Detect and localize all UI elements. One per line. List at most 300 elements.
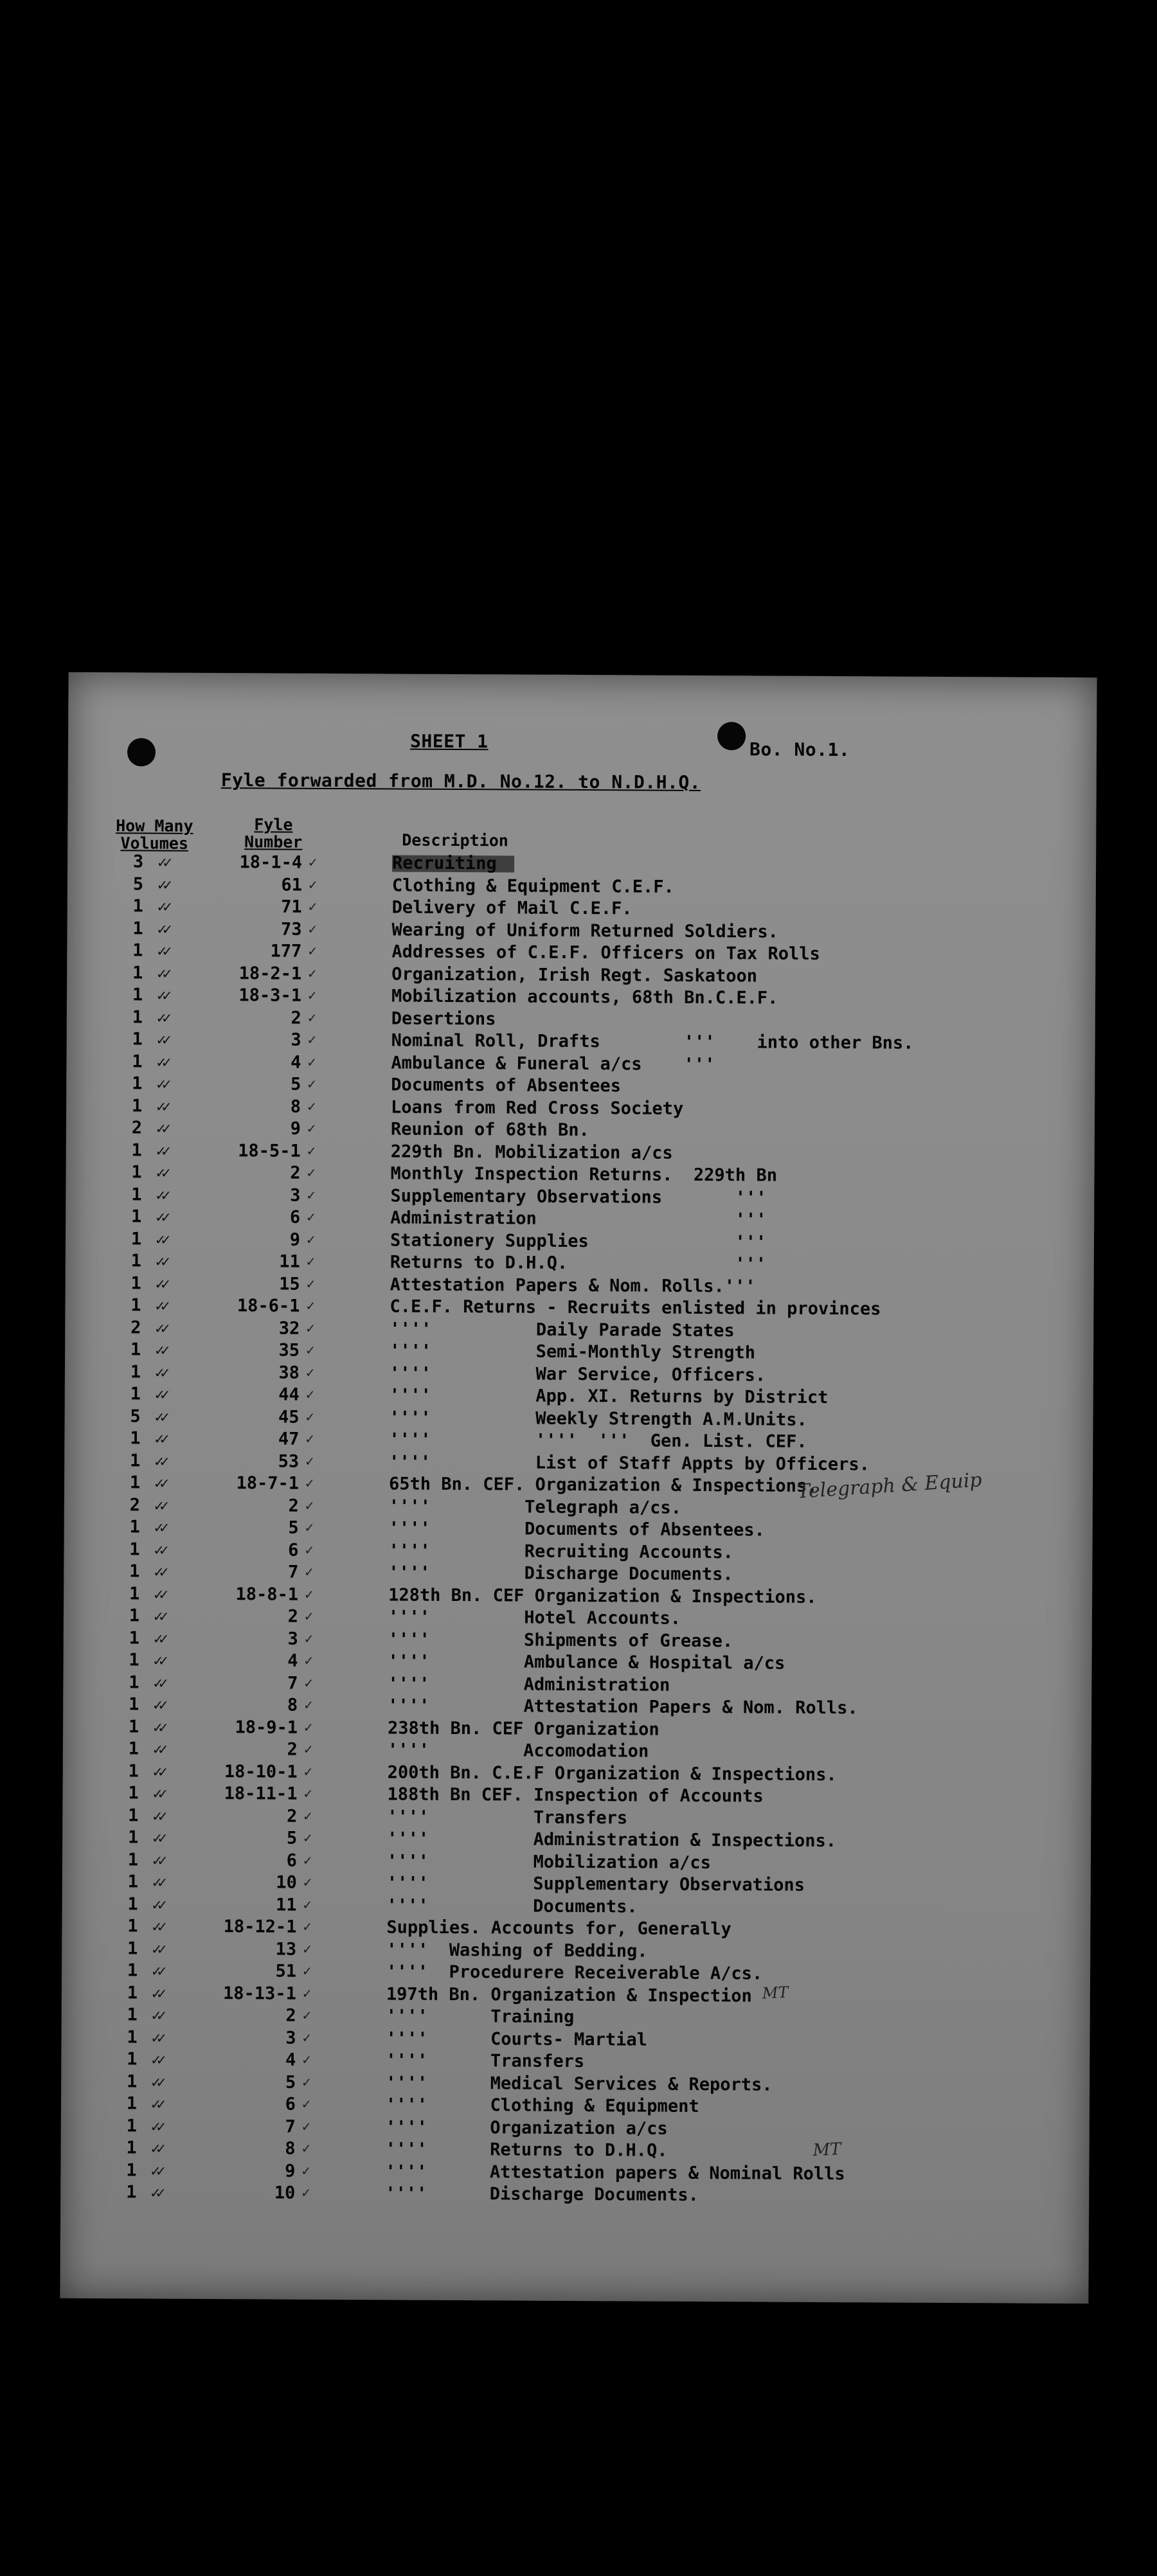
check-mark-icon: ✓✓ xyxy=(154,1452,166,1471)
volume-count: 1 xyxy=(130,1361,141,1382)
check-mark-icon: ✓✓ xyxy=(156,1008,168,1027)
check-mark-icon: ✓✓ xyxy=(154,1429,166,1448)
file-number: 13 xyxy=(275,1939,297,1960)
volume-count: 1 xyxy=(128,1739,139,1759)
tick-mark-icon: ✓ xyxy=(302,1985,312,2002)
check-mark-icon: ✓✓ xyxy=(150,2095,162,2113)
check-mark-icon: ✓✓ xyxy=(155,1275,166,1293)
file-description: '''' Documents of Absentees. xyxy=(388,1518,765,1541)
file-description: '''' Supplementary Observations xyxy=(386,1873,805,1895)
volume-count: 1 xyxy=(127,1827,139,1848)
volume-count: 1 xyxy=(130,1273,141,1293)
file-number: 11 xyxy=(279,1251,300,1272)
check-mark-icon: ✓✓ xyxy=(154,1363,166,1382)
check-mark-icon: ✓✓ xyxy=(155,1319,166,1337)
file-description: '''' '''' ''' Gen. List. CEF. xyxy=(389,1429,807,1452)
check-mark-icon: ✓✓ xyxy=(152,1940,163,1958)
file-number: 2 xyxy=(290,1163,301,1183)
volume-count: 1 xyxy=(127,2049,138,2070)
file-number: 44 xyxy=(278,1384,300,1405)
volume-count: 1 xyxy=(129,1539,140,1559)
file-description: '''' Discharge Documents. xyxy=(388,1562,733,1585)
file-description: Desertions xyxy=(391,1008,496,1029)
file-description: '''' Attestation papers & Nominal Rolls xyxy=(385,2161,845,2184)
file-number: 18-1-4 xyxy=(239,852,303,873)
file-number: 2 xyxy=(291,1008,301,1028)
check-mark-icon: ✓✓ xyxy=(151,1962,163,1980)
handwritten-note: MT xyxy=(812,2140,842,2161)
punch-hole xyxy=(717,722,746,750)
tick-mark-icon: ✓ xyxy=(308,965,317,982)
file-description: '''' Medical Services & Reports. xyxy=(386,2072,773,2095)
volume-count: 1 xyxy=(128,1716,139,1737)
file-description: Supplies. Accounts for, Generally xyxy=(386,1917,731,1940)
tick-mark-icon: ✓ xyxy=(304,1675,313,1692)
check-mark-icon: ✓✓ xyxy=(154,1541,165,1559)
volume-count: 1 xyxy=(130,1228,142,1249)
file-description: '''' Administration & Inspections. xyxy=(387,1829,837,1852)
tick-mark-icon: ✓ xyxy=(305,1586,314,1603)
volume-count: 1 xyxy=(127,1872,138,1892)
file-description: '''' Daily Parade States xyxy=(390,1318,735,1341)
check-mark-icon: ✓✓ xyxy=(157,942,168,960)
file-number: 38 xyxy=(278,1363,300,1383)
check-mark-icon: ✓✓ xyxy=(156,1030,168,1049)
tick-mark-icon: ✓ xyxy=(305,1364,315,1381)
check-mark-icon: ✓✓ xyxy=(157,920,168,938)
file-number: 18-6-1 xyxy=(237,1296,300,1316)
volume-count: 1 xyxy=(127,1938,138,1958)
volume-count: 1 xyxy=(127,1916,138,1936)
check-mark-icon: ✓✓ xyxy=(152,1762,164,1781)
punch-hole xyxy=(127,738,156,766)
volume-count: 1 xyxy=(132,918,143,938)
tick-mark-icon: ✓ xyxy=(304,1652,313,1669)
tick-mark-icon: ✓ xyxy=(305,1386,315,1403)
handwritten-note: Telegraph & Equip xyxy=(796,1469,983,1503)
file-number: 5 xyxy=(290,1074,301,1095)
check-mark-icon: ✓✓ xyxy=(153,1695,165,1714)
file-description: '''' Telegraph a/cs. xyxy=(388,1496,682,1518)
check-mark-icon: ✓✓ xyxy=(151,1984,163,2003)
file-number: 35 xyxy=(278,1340,300,1361)
volume-count: 1 xyxy=(128,1805,139,1825)
file-number: 10 xyxy=(276,1872,297,1893)
file-number: 4 xyxy=(291,1052,301,1073)
file-number: 5 xyxy=(288,1517,299,1538)
check-mark-icon: ✓✓ xyxy=(152,1851,163,1870)
file-number: 53 xyxy=(278,1451,300,1472)
volume-count: 1 xyxy=(127,1960,138,1981)
file-description: 238th Bn. CEF Organization xyxy=(387,1717,659,1740)
volume-count: 1 xyxy=(130,1206,142,1227)
file-description: '''' Mobilization a/cs xyxy=(386,1850,711,1873)
tick-mark-icon: ✓ xyxy=(308,943,317,960)
volume-count: 1 xyxy=(129,1517,140,1537)
file-number: 9 xyxy=(290,1118,301,1139)
tick-mark-icon: ✓ xyxy=(301,2185,310,2201)
file-number: 10 xyxy=(274,2183,296,2203)
volume-count: 1 xyxy=(129,1694,139,1715)
file-description: '''' Shipments of Grease. xyxy=(388,1629,733,1651)
file-description: '''' App. XI. Returns by District xyxy=(389,1385,829,1408)
tick-mark-icon: ✓ xyxy=(307,1120,316,1137)
file-description: Supplementary Observations ''' xyxy=(390,1185,767,1208)
check-mark-icon: ✓✓ xyxy=(153,1651,165,1670)
volume-count: 1 xyxy=(126,2138,137,2158)
tick-mark-icon: ✓ xyxy=(303,1785,312,1802)
file-description: 188th Bn CEF. Inspection of Accounts xyxy=(387,1784,764,1807)
file-description: '''' War Service, Officers. xyxy=(389,1363,766,1386)
check-mark-icon: ✓✓ xyxy=(152,1917,163,1936)
tick-mark-icon: ✓ xyxy=(302,2074,311,2091)
file-number: 3 xyxy=(290,1185,301,1206)
file-number: 47 xyxy=(278,1429,300,1449)
tick-mark-icon: ✓ xyxy=(307,1098,316,1115)
file-number: 5 xyxy=(286,1828,298,1848)
file-number: 45 xyxy=(278,1407,300,1427)
check-mark-icon: ✓✓ xyxy=(156,986,168,1005)
check-mark-icon: ✓✓ xyxy=(154,1518,165,1537)
check-mark-icon: ✓✓ xyxy=(151,2006,163,2025)
tick-mark-icon: ✓ xyxy=(301,2163,310,2179)
check-mark-icon: ✓✓ xyxy=(156,1186,167,1204)
volume-count: 1 xyxy=(127,1893,138,1914)
tick-mark-icon: ✓ xyxy=(305,1564,314,1580)
check-mark-icon: ✓✓ xyxy=(156,1208,167,1226)
volume-count: 1 xyxy=(129,1450,141,1471)
file-number: 2 xyxy=(285,2005,296,2026)
tick-mark-icon: ✓ xyxy=(303,1897,312,1913)
check-mark-icon: ✓✓ xyxy=(152,1829,164,1847)
file-description: Attestation Papers & Nom. Rolls.''' xyxy=(390,1274,756,1296)
file-number: 8 xyxy=(287,1695,298,1715)
tick-mark-icon: ✓ xyxy=(307,1209,316,1226)
volume-count: 1 xyxy=(132,940,143,961)
volume-count: 1 xyxy=(129,1650,139,1670)
tick-mark-icon: ✓ xyxy=(301,2096,311,2113)
tick-mark-icon: ✓ xyxy=(301,2118,311,2135)
volume-count: 2 xyxy=(131,1118,143,1138)
volume-count: 1 xyxy=(129,1627,139,1648)
volume-count: 1 xyxy=(130,1384,141,1404)
file-description: Ambulance & Funeral a/cs ''' xyxy=(391,1052,715,1075)
check-mark-icon: ✓✓ xyxy=(152,1718,165,1737)
tick-mark-icon: ✓ xyxy=(302,2052,311,2068)
file-description: Wearing of Uniform Returned Soldiers. xyxy=(391,919,779,942)
tick-mark-icon: ✓ xyxy=(303,1808,312,1825)
file-description: Delivery of Mail C.E.F. xyxy=(391,897,632,919)
volume-count: 1 xyxy=(129,1583,140,1604)
tick-mark-icon: ✓ xyxy=(303,1852,312,1869)
tick-mark-icon: ✓ xyxy=(303,1830,312,1847)
tick-mark-icon: ✓ xyxy=(305,1431,314,1447)
file-number: 2 xyxy=(287,1606,299,1627)
tick-mark-icon: ✓ xyxy=(305,1475,314,1492)
volume-count: 2 xyxy=(130,1317,141,1337)
check-mark-icon: ✓✓ xyxy=(150,2161,162,2180)
handwritten-note: MT xyxy=(762,1983,789,2003)
volume-count: 1 xyxy=(126,2115,138,2136)
file-description: 229th Bn. Mobilization a/cs xyxy=(390,1141,673,1163)
tick-mark-icon: ✓ xyxy=(307,1076,316,1093)
file-description: Mobilization accounts, 68th Bn.C.E.F. xyxy=(391,986,778,1008)
file-number: 7 xyxy=(287,1562,299,1582)
volume-count: 1 xyxy=(131,1140,142,1160)
file-description: Monthly Inspection Returns. 229th Bn xyxy=(390,1163,778,1186)
file-description: '''' List of Staff Appts by Officers. xyxy=(389,1451,870,1474)
tick-mark-icon: ✓ xyxy=(305,1409,314,1426)
check-mark-icon: ✓✓ xyxy=(154,1474,166,1492)
file-description: '''' Semi-Monthly Strength xyxy=(390,1341,756,1363)
volume-count: 1 xyxy=(131,1162,142,1183)
volume-count: 5 xyxy=(132,873,144,894)
tick-mark-icon: ✓ xyxy=(303,1919,312,1935)
file-description: '''' Organization a/cs xyxy=(385,2116,668,2139)
check-mark-icon: ✓✓ xyxy=(156,1097,168,1116)
check-mark-icon: ✓✓ xyxy=(154,1385,166,1404)
file-number: 11 xyxy=(276,1895,297,1915)
volume-count: 1 xyxy=(130,1295,141,1316)
file-description: 65th Bn. CEF. Organization & Inspections. xyxy=(388,1474,818,1496)
file-number: 15 xyxy=(279,1274,300,1294)
check-mark-icon: ✓✓ xyxy=(150,2117,162,2136)
file-number: 6 xyxy=(289,1207,301,1228)
file-number: 6 xyxy=(288,1540,299,1561)
tick-mark-icon: ✓ xyxy=(308,899,318,915)
check-mark-icon: ✓✓ xyxy=(154,1496,165,1515)
file-description: Loans from Red Cross Society xyxy=(391,1096,684,1119)
file-description: '''' Training xyxy=(386,2006,575,2027)
volume-count: 1 xyxy=(126,2071,138,2091)
check-mark-icon: ✓✓ xyxy=(155,1230,166,1249)
volume-count: 5 xyxy=(130,1406,141,1426)
tick-mark-icon: ✓ xyxy=(302,2030,311,2046)
volume-count: 1 xyxy=(132,896,143,917)
tick-mark-icon: ✓ xyxy=(306,1298,315,1314)
volume-count: 1 xyxy=(129,1472,141,1493)
file-number: 71 xyxy=(281,897,302,917)
tick-mark-icon: ✓ xyxy=(305,1519,314,1536)
column-header-description: Description xyxy=(402,830,508,850)
file-description: '''' Hotel Accounts. xyxy=(388,1607,681,1629)
tick-mark-icon: ✓ xyxy=(302,2007,312,2024)
tick-mark-icon: ✓ xyxy=(307,1054,316,1071)
volume-count: 1 xyxy=(132,962,143,983)
check-mark-icon: ✓✓ xyxy=(152,1895,163,1914)
tick-mark-icon: ✓ xyxy=(303,1874,312,1891)
volume-count: 1 xyxy=(132,985,143,1005)
file-description: Nominal Roll, Drafts ''' into other Bns. xyxy=(391,1030,914,1053)
volume-count: 1 xyxy=(127,2005,138,2025)
file-number: 18-11-1 xyxy=(224,1784,298,1804)
check-mark-icon: ✓✓ xyxy=(156,1075,168,1093)
volume-count: 1 xyxy=(131,1095,143,1116)
file-description: '''' Administration xyxy=(388,1673,670,1695)
volume-count: 1 xyxy=(128,1783,139,1803)
volume-count: 1 xyxy=(132,1029,143,1050)
check-mark-icon: ✓✓ xyxy=(152,1784,164,1803)
check-mark-icon: ✓✓ xyxy=(150,2183,162,2202)
column-header-volumes: How Many Volumes xyxy=(116,816,193,853)
tick-mark-icon: ✓ xyxy=(304,1697,313,1713)
file-description: Clothing & Equipment C.E.F. xyxy=(391,875,674,897)
check-mark-icon: ✓✓ xyxy=(154,1408,166,1426)
volume-count: 1 xyxy=(127,2026,138,2047)
file-description: Administration ''' xyxy=(390,1208,767,1230)
check-mark-icon: ✓✓ xyxy=(157,897,168,916)
tick-mark-icon: ✓ xyxy=(309,854,318,871)
file-description: Documents of Absentees xyxy=(391,1075,621,1096)
file-number: 32 xyxy=(278,1318,300,1339)
file-number: 18-10-1 xyxy=(224,1761,298,1782)
check-mark-icon: ✓✓ xyxy=(152,1873,163,1892)
volume-count: 1 xyxy=(130,1251,142,1271)
check-mark-icon: ✓✓ xyxy=(153,1674,165,1692)
check-mark-icon: ✓✓ xyxy=(151,2028,163,2047)
file-number: 18-5-1 xyxy=(238,1140,301,1161)
volume-count: 1 xyxy=(131,1184,142,1204)
file-number: 4 xyxy=(287,1650,298,1671)
volume-count: 1 xyxy=(127,1849,139,1870)
tick-mark-icon: ✓ xyxy=(303,1941,312,1958)
file-description: Addresses of C.E.F. Officers on Tax Rolls xyxy=(391,942,820,964)
file-number: 18-8-1 xyxy=(235,1584,299,1605)
file-description: 197th Bn. Organization & Inspection xyxy=(386,1983,752,2006)
check-mark-icon: ✓✓ xyxy=(156,1119,167,1138)
volume-count: 1 xyxy=(128,1760,139,1781)
file-description: '''' Procedurere Receiverable A/cs. xyxy=(386,1962,763,1984)
tick-mark-icon: ✓ xyxy=(304,1608,314,1625)
file-list xyxy=(60,851,1096,2209)
volume-count: 3 xyxy=(132,852,144,872)
file-description: Reunion of 68th Bn. xyxy=(390,1119,589,1141)
tick-mark-icon: ✓ xyxy=(304,1631,314,1647)
file-number: 3 xyxy=(287,1629,298,1649)
tick-mark-icon: ✓ xyxy=(307,1143,316,1159)
file-description: Recruiting xyxy=(392,853,497,874)
file-number: 2 xyxy=(287,1739,298,1760)
file-description: C.E.F. Returns - Recruits enlisted in provinces xyxy=(390,1296,881,1319)
file-description: 200th Bn. C.E.F Organization & Inspections. xyxy=(387,1762,837,1785)
file-number: 18-3-1 xyxy=(238,985,302,1006)
file-number: 7 xyxy=(285,2116,296,2137)
volume-count: 1 xyxy=(126,2093,138,2114)
tick-mark-icon: ✓ xyxy=(302,1963,312,1980)
file-description: Stationery Supplies ''' xyxy=(390,1230,767,1253)
file-description: '''' Returns to D.H.Q. xyxy=(385,2139,668,2161)
volume-count: 1 xyxy=(129,1606,140,1626)
tick-mark-icon: ✓ xyxy=(303,1741,313,1758)
file-number: 3 xyxy=(285,2028,296,2048)
file-number: 73 xyxy=(280,919,302,940)
tick-mark-icon: ✓ xyxy=(303,1764,312,1780)
volume-count: 2 xyxy=(129,1494,141,1515)
file-description: '''' Discharge Documents. xyxy=(385,2183,699,2205)
tick-mark-icon: ✓ xyxy=(301,2140,310,2157)
column-header-file-number: Fyle Number xyxy=(244,815,303,852)
file-number: 4 xyxy=(285,2050,296,2070)
file-number: 8 xyxy=(285,2138,296,2159)
volume-count: 1 xyxy=(126,2160,137,2180)
check-mark-icon: ✓✓ xyxy=(156,1141,167,1160)
tick-mark-icon: ✓ xyxy=(307,987,317,1004)
file-number: 6 xyxy=(285,2094,296,2115)
volume-count: 1 xyxy=(132,1073,143,1094)
check-mark-icon: ✓✓ xyxy=(157,853,169,872)
file-number: 51 xyxy=(275,1961,297,1981)
tick-mark-icon: ✓ xyxy=(307,1010,317,1026)
file-description: '''' Recruiting Accounts. xyxy=(388,1540,733,1562)
check-mark-icon: ✓✓ xyxy=(152,1807,164,1825)
file-number: 8 xyxy=(290,1096,301,1117)
page-title: Fyle forwarded from M.D. No.12. to N.D.H.Q. xyxy=(220,769,701,793)
file-number: 3 xyxy=(291,1030,301,1050)
check-mark-icon: ✓✓ xyxy=(155,1252,166,1271)
check-mark-icon: ✓✓ xyxy=(157,875,168,894)
file-description: '''' Clothing & Equipment xyxy=(385,2095,699,2116)
check-mark-icon: ✓✓ xyxy=(152,1740,164,1758)
check-mark-icon: ✓✓ xyxy=(156,1163,167,1182)
volume-count: 1 xyxy=(129,1672,139,1692)
check-mark-icon: ✓✓ xyxy=(154,1585,165,1604)
box-label: Bo. No.1. xyxy=(749,738,850,761)
file-number: 177 xyxy=(270,941,302,962)
check-mark-icon: ✓✓ xyxy=(157,964,168,983)
list-item xyxy=(60,2181,1089,2209)
tick-mark-icon: ✓ xyxy=(306,1253,316,1270)
check-mark-icon: ✓✓ xyxy=(150,2139,162,2158)
volume-count: 1 xyxy=(126,2182,137,2203)
file-number: 5 xyxy=(285,2072,296,2093)
file-number: 6 xyxy=(286,1850,298,1871)
tick-mark-icon: ✓ xyxy=(305,1542,314,1559)
check-mark-icon: ✓✓ xyxy=(153,1629,165,1648)
file-number: 2 xyxy=(286,1806,298,1827)
tick-mark-icon: ✓ xyxy=(306,1342,315,1359)
tick-mark-icon: ✓ xyxy=(306,1320,315,1337)
tick-mark-icon: ✓ xyxy=(306,1231,316,1248)
file-description: Organization, Irish Regt. Saskatoon xyxy=(391,963,758,986)
volume-count: 1 xyxy=(132,1006,143,1027)
file-description: '''' Ambulance & Hospital a/cs xyxy=(388,1651,785,1674)
file-number: 18-7-1 xyxy=(236,1473,300,1494)
check-mark-icon: ✓✓ xyxy=(155,1341,166,1359)
tick-mark-icon: ✓ xyxy=(306,1276,315,1292)
check-mark-icon: ✓✓ xyxy=(151,2050,163,2069)
file-description: '''' Washing of Bedding. xyxy=(386,1939,648,1962)
tick-mark-icon: ✓ xyxy=(307,1032,316,1048)
file-number: 18-12-1 xyxy=(223,1917,297,1937)
file-number: 18-2-1 xyxy=(238,963,302,984)
file-description: 128th Bn. CEF Organization & Inspections. xyxy=(388,1584,817,1607)
file-number: 18-13-1 xyxy=(222,1983,296,2004)
check-mark-icon: ✓✓ xyxy=(151,2073,163,2091)
file-number: 18-9-1 xyxy=(235,1717,298,1738)
tick-mark-icon: ✓ xyxy=(307,1165,316,1181)
file-description: '''' Courts- Martial xyxy=(386,2028,647,2050)
check-mark-icon: ✓✓ xyxy=(155,1296,166,1315)
sheet-label: SHEET 1 xyxy=(409,730,489,753)
file-number: 9 xyxy=(289,1230,301,1250)
volume-count: 1 xyxy=(127,1982,138,2003)
tick-mark-icon: ✓ xyxy=(305,1498,314,1514)
file-number: 61 xyxy=(281,875,302,895)
file-number: 2 xyxy=(288,1496,299,1516)
check-mark-icon: ✓✓ xyxy=(156,1053,168,1071)
file-number: 9 xyxy=(285,2161,296,2181)
tick-mark-icon: ✓ xyxy=(307,1187,316,1204)
